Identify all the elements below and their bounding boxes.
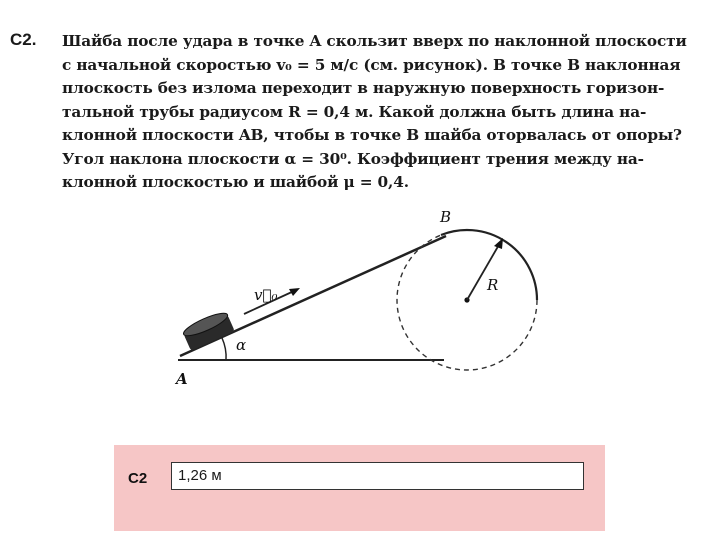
problem-number: С2.: [10, 30, 37, 49]
label-alpha: α: [236, 336, 247, 354]
problem-line: с начальной скоростью v₀ = 5 м/с (см. рисунок). В точке B наклонная: [62, 55, 681, 74]
problem-line: Угол наклона плоскости α = 30⁰. Коэффициент трения между на-: [62, 149, 644, 168]
problem-text: [62, 30, 708, 195]
answer-panel: [114, 445, 605, 531]
problem-line: плоскость без излома переходит в наружную поверхность горизон-: [62, 79, 665, 97]
answer-field[interactable]: 1,26 м: [171, 462, 584, 490]
answer-label: С2: [128, 470, 148, 487]
inclined-plane: [180, 236, 446, 356]
problem-line: клонной плоскости AB, чтобы в точке B шайба оторвалась от опоры?: [62, 126, 682, 144]
label-v0: v⃗₀: [254, 286, 278, 304]
problem-line: клонной плоскостью и шайбой μ = 0,4.: [62, 173, 409, 191]
angle-arc: [222, 338, 226, 360]
label-b: B: [440, 208, 452, 226]
problem-line: Шайба после удара в точке A скользит вверх по наклонной плоскости: [62, 32, 687, 50]
physics-figure: [0, 200, 720, 430]
radius-arrowhead: [494, 238, 503, 249]
problem-line: тальной трубы радиусом R = 0,4 м. Какой должна быть длина на-: [62, 102, 647, 121]
label-a: A: [176, 370, 188, 388]
label-r: R: [487, 276, 499, 294]
